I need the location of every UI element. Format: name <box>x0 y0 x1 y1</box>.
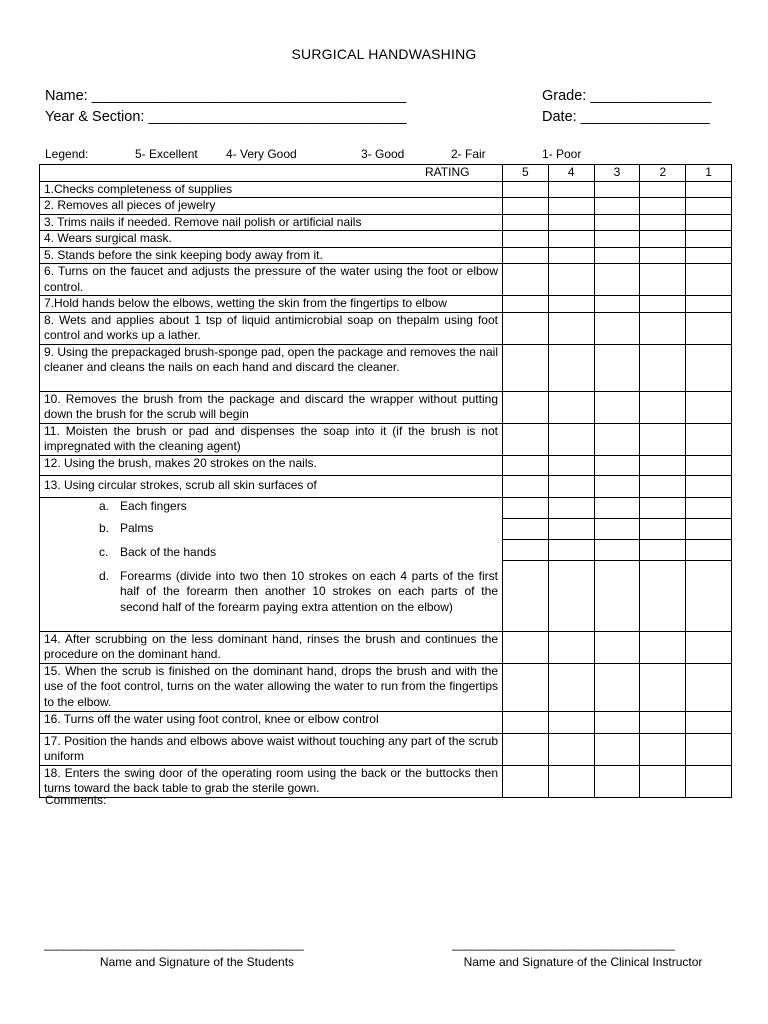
rating-cell[interactable] <box>503 475 549 497</box>
subitems-cell <box>40 497 503 631</box>
criterion-text: 7.Hold hands below the elbows, wetting the skin from the fingertips to elbow <box>40 296 503 313</box>
subitem-text: Forearms (divide into two then 10 strokes on each 4 parts of the first half of the forearm then another 10 strokes on each parts of the second half of the forearm paying extra attention on the elbow) <box>120 568 498 614</box>
rating-cell[interactable] <box>594 711 640 733</box>
table-row <box>40 711 732 733</box>
rating-cell[interactable] <box>640 711 686 733</box>
subitem-each-fingers <box>40 499 502 521</box>
rating-cell[interactable] <box>503 631 549 663</box>
rating-col-4: 4 <box>548 165 594 182</box>
rating-cell[interactable] <box>503 198 549 215</box>
rating-cell[interactable] <box>686 214 732 231</box>
criterion-text: 5. Stands before the sink keeping body away from it. <box>40 247 503 264</box>
student-signature-label: Name and Signature of the Students <box>99 955 295 969</box>
rating-col-2: 2 <box>640 165 686 182</box>
rating-cell[interactable] <box>686 765 732 797</box>
date-field: Date: ________________ <box>542 109 710 125</box>
rating-cell[interactable] <box>640 540 685 561</box>
rating-cell[interactable] <box>548 312 594 344</box>
rating-cell[interactable] <box>549 519 594 540</box>
rating-cell[interactable] <box>549 540 594 561</box>
rating-cell[interactable] <box>594 344 640 391</box>
rating-cell[interactable] <box>594 247 640 264</box>
table-row <box>40 198 732 215</box>
rating-cell[interactable] <box>686 733 732 765</box>
rating-cell[interactable] <box>594 631 640 663</box>
rating-cell[interactable] <box>594 264 640 296</box>
rating-cell[interactable] <box>594 231 640 248</box>
rating-cell[interactable] <box>503 455 549 475</box>
rating-col-1: 1 <box>686 165 732 182</box>
rating-cell[interactable] <box>640 214 686 231</box>
rating-cell-group <box>503 497 549 631</box>
rating-cell[interactable] <box>503 296 549 313</box>
subitem-text: Palms <box>120 520 154 535</box>
table-row <box>40 663 732 711</box>
rating-cell[interactable] <box>686 631 732 663</box>
legend-item-fair: 2- Fair <box>451 147 486 161</box>
table-row <box>40 214 732 231</box>
rating-cell[interactable] <box>686 519 731 540</box>
rating-cell[interactable] <box>503 733 549 765</box>
rating-cell[interactable] <box>548 631 594 663</box>
rating-cell[interactable] <box>595 540 640 561</box>
table-row <box>40 312 732 344</box>
table-row <box>40 264 732 296</box>
subitem-text: Back of the hands <box>120 544 217 559</box>
rating-cell[interactable] <box>640 423 686 455</box>
table-row <box>40 631 732 663</box>
rating-cell[interactable] <box>640 344 686 391</box>
rating-cell[interactable] <box>640 765 686 797</box>
rating-cell[interactable] <box>686 198 732 215</box>
rating-cell-group <box>548 497 594 631</box>
table-row <box>40 344 732 391</box>
criterion-text: 14. After scrubbing on the less dominant hand, rinses the brush and continues the procedure on the dominant hand. <box>40 631 503 663</box>
rating-cell[interactable] <box>640 663 686 711</box>
rating-cell[interactable] <box>640 455 686 475</box>
rating-header-row <box>40 165 732 182</box>
rating-cell[interactable] <box>640 475 686 497</box>
rating-cell[interactable] <box>548 296 594 313</box>
subitem-marker: a. <box>99 498 110 513</box>
criterion-text: 9. Using the prepackaged brush-sponge pad, open the package and removes the nail cleaner and cleans the nails on each hand and discard the cleaner. <box>40 344 503 391</box>
subitem-back-of-hands <box>40 545 502 567</box>
criterion-text: 16. Turns off the water using foot control, knee or elbow control <box>40 711 503 733</box>
rating-cell[interactable] <box>686 540 731 561</box>
legend-item-very-good: 4- Very Good <box>226 147 297 161</box>
page-title: SURGICAL HANDWASHING <box>291 46 477 62</box>
rating-cell[interactable] <box>686 455 732 475</box>
rating-cell[interactable] <box>686 296 732 313</box>
criterion-text: 11. Moisten the brush or pad and dispenses the soap into it (if the brush is not impregnated with the cleaning agent) <box>40 423 503 455</box>
rating-cell[interactable] <box>503 765 549 797</box>
rating-cell[interactable] <box>686 498 731 519</box>
criterion-text: 17. Position the hands and elbows above waist without touching any part of the scrub uniform <box>40 733 503 765</box>
rating-cell[interactable] <box>594 312 640 344</box>
instructor-signature-label: Name and Signature of the Clinical Instructor <box>463 955 703 969</box>
table-row <box>40 391 732 423</box>
rating-cell[interactable] <box>503 391 549 423</box>
rating-cell[interactable] <box>548 711 594 733</box>
table-row <box>40 423 732 455</box>
rating-cell[interactable] <box>640 561 685 631</box>
rating-cell[interactable] <box>595 498 640 519</box>
table-row <box>40 475 732 497</box>
table-row-subitems <box>40 497 732 631</box>
rating-cell[interactable] <box>503 214 549 231</box>
rating-cell[interactable] <box>595 519 640 540</box>
subitem-palms <box>40 521 502 545</box>
rating-cell[interactable] <box>594 455 640 475</box>
rating-col-5: 5 <box>503 165 549 182</box>
rating-cell[interactable] <box>549 561 594 631</box>
table-row <box>40 733 732 765</box>
rating-cell[interactable] <box>548 214 594 231</box>
criterion-text: 12. Using the brush, makes 20 strokes on the nails. <box>40 455 503 475</box>
rating-cell[interactable] <box>548 663 594 711</box>
rating-cell[interactable] <box>686 391 732 423</box>
rating-cell[interactable] <box>640 733 686 765</box>
legend-label: Legend: <box>45 147 89 161</box>
rating-cell[interactable] <box>686 711 732 733</box>
rating-header-label: RATING <box>40 165 503 182</box>
year-section-field: Year & Section: ________________________________ <box>45 109 407 125</box>
table-row <box>40 181 732 198</box>
rating-cell[interactable] <box>548 231 594 248</box>
rating-cell[interactable] <box>503 561 548 631</box>
rating-cell[interactable] <box>594 765 640 797</box>
comments-label: Comments: <box>45 793 107 807</box>
rating-cell[interactable] <box>548 733 594 765</box>
legend-item-poor: 1- Poor <box>542 147 582 161</box>
rating-cell[interactable] <box>548 765 594 797</box>
criterion-text: 8. Wets and applies about 1 tsp of liquid antimicrobial soap on thepalm using foot control and works up a lather. <box>40 312 503 344</box>
criterion-text: 2. Removes all pieces of jewelry <box>40 198 503 215</box>
rating-cell[interactable] <box>503 264 549 296</box>
rating-cell[interactable] <box>548 198 594 215</box>
rating-cell[interactable] <box>548 344 594 391</box>
rating-cell[interactable] <box>594 733 640 765</box>
subitem-forearms <box>40 569 502 616</box>
criterion-text: 10. Removes the brush from the package and discard the wrapper without putting down the brush for the scrub will begin <box>40 391 503 423</box>
table-row <box>40 231 732 248</box>
rating-cell[interactable] <box>503 312 549 344</box>
rating-table <box>39 164 732 798</box>
criterion-text: 6. Turns on the faucet and adjusts the pressure of the water using the foot or elbow control. <box>40 264 503 296</box>
subitem-marker: c. <box>99 544 109 559</box>
table-row <box>40 247 732 264</box>
rating-cell[interactable] <box>686 344 732 391</box>
rating-cell[interactable] <box>548 264 594 296</box>
table-row <box>40 455 732 475</box>
rating-cell[interactable] <box>503 423 549 455</box>
rating-cell[interactable] <box>640 391 686 423</box>
rating-cell[interactable] <box>594 198 640 215</box>
rating-cell[interactable] <box>548 455 594 475</box>
rating-cell-group <box>686 497 732 631</box>
subitem-marker: b. <box>99 520 110 535</box>
criterion-text: 18. Enters the swing door of the operating room using the back or the buttocks then turns toward the back table to grab the sterile gown. <box>40 765 503 797</box>
name-field: Name: _______________________________________ <box>45 88 407 104</box>
rating-cell[interactable] <box>640 198 686 215</box>
rating-cell[interactable] <box>686 312 732 344</box>
rating-cell[interactable] <box>686 475 732 497</box>
rating-cell[interactable] <box>640 247 686 264</box>
rating-cell-group <box>594 497 640 631</box>
criterion-text: 3. Trims nails if needed. Remove nail polish or artificial nails <box>40 214 503 231</box>
rating-cell[interactable] <box>594 296 640 313</box>
table-row <box>40 765 732 797</box>
criterion-text: 13. Using circular strokes, scrub all skin surfaces of <box>40 475 503 497</box>
rating-cell[interactable] <box>594 181 640 198</box>
rating-cell[interactable] <box>640 631 686 663</box>
rating-cell[interactable] <box>503 663 549 711</box>
rating-cell[interactable] <box>548 181 594 198</box>
subitem-marker: d. <box>99 568 110 583</box>
rating-cell[interactable] <box>686 663 732 711</box>
rating-cell[interactable] <box>686 231 732 248</box>
rating-cell[interactable] <box>640 519 685 540</box>
instructor-signature-line: ____________________________________ <box>452 937 675 951</box>
rating-cell[interactable] <box>640 181 686 198</box>
rating-cell[interactable] <box>503 540 548 561</box>
rating-cell[interactable] <box>594 475 640 497</box>
rating-cell[interactable] <box>548 423 594 455</box>
table-row <box>40 296 732 313</box>
rating-cell[interactable] <box>686 181 732 198</box>
rating-cell[interactable] <box>503 498 548 519</box>
rating-cell[interactable] <box>548 475 594 497</box>
rating-cell[interactable] <box>640 296 686 313</box>
legend-item-excellent: 5- Excellent <box>135 147 198 161</box>
student-signature-line: __________________________________________ <box>44 937 304 951</box>
rating-cell[interactable] <box>686 423 732 455</box>
rating-cell[interactable] <box>594 663 640 711</box>
rating-cell[interactable] <box>503 344 549 391</box>
criterion-text: 4. Wears surgical mask. <box>40 231 503 248</box>
rating-cell[interactable] <box>548 247 594 264</box>
subitem-text: Each fingers <box>120 498 187 513</box>
rating-cell[interactable] <box>686 561 731 631</box>
rating-cell[interactable] <box>594 391 640 423</box>
rating-cell[interactable] <box>640 498 685 519</box>
rating-cell[interactable] <box>503 247 549 264</box>
rating-cell-group <box>640 497 686 631</box>
rating-cell[interactable] <box>686 264 732 296</box>
rating-cell[interactable] <box>595 561 640 631</box>
rating-cell[interactable] <box>503 181 549 198</box>
rating-cell[interactable] <box>503 231 549 248</box>
criterion-text: 15. When the scrub is finished on the dominant hand, drops the brush and with the use of the foot control, turns on the water allowing the water to run from the fingertips to the elbow. <box>40 663 503 711</box>
rating-cell[interactable] <box>594 214 640 231</box>
rating-cell[interactable] <box>503 519 548 540</box>
rating-cell[interactable] <box>549 498 594 519</box>
criterion-text: 1.Checks completeness of supplies <box>40 181 503 198</box>
rating-cell[interactable] <box>686 247 732 264</box>
rating-cell[interactable] <box>503 711 549 733</box>
rating-col-3: 3 <box>594 165 640 182</box>
rating-cell[interactable] <box>594 423 640 455</box>
grade-field: Grade: _______________ <box>542 88 712 104</box>
rating-cell[interactable] <box>548 391 594 423</box>
legend-item-good: 3- Good <box>361 147 405 161</box>
rating-cell[interactable] <box>640 231 686 248</box>
rating-cell[interactable] <box>640 264 686 296</box>
rating-cell[interactable] <box>640 312 686 344</box>
